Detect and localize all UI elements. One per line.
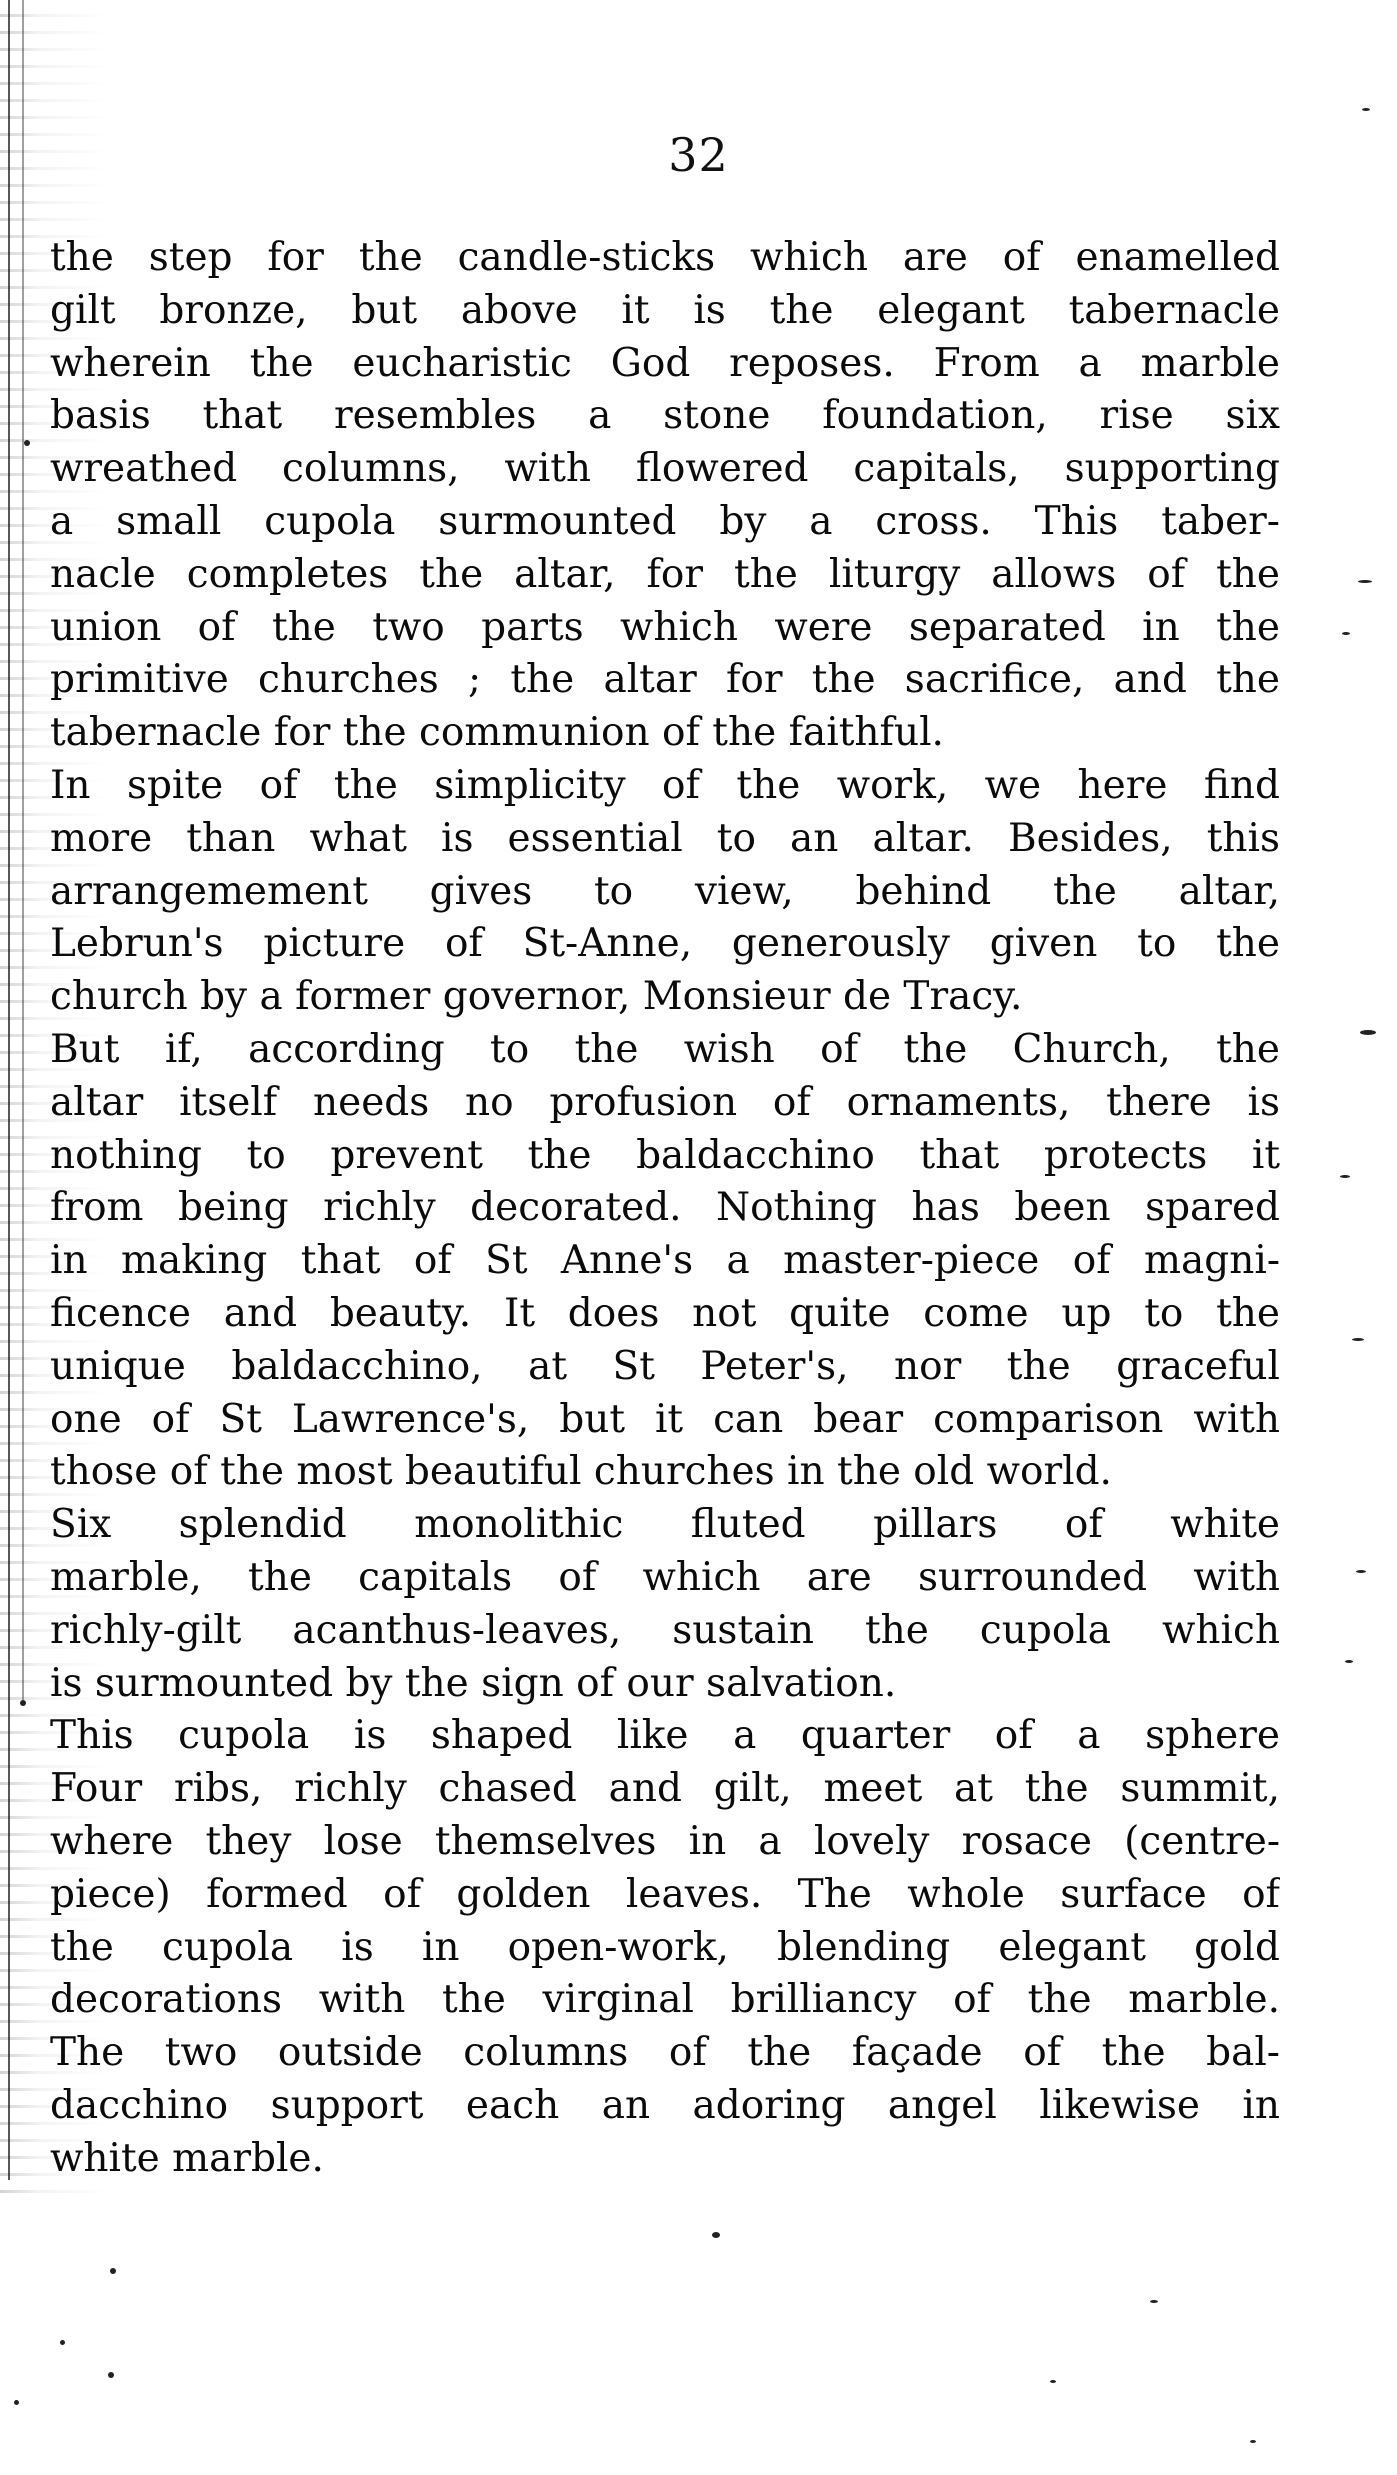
- text-line: where they lose themselves in a lovely rosace (centre-: [50, 1818, 1280, 1864]
- scan-speck: [1250, 2440, 1256, 2443]
- text-line: those of the most beautiful churches in the old world.: [50, 1449, 1112, 1495]
- text-line: the cupola is in open-work, blending elegant gold: [50, 1924, 1280, 1970]
- scan-speck: [110, 2268, 116, 2274]
- text-line: Lebrun's picture of St-Anne, generously given to the: [50, 921, 1280, 967]
- scan-speck: [1340, 1175, 1350, 1178]
- scan-speck: [1150, 2300, 1158, 2303]
- body-text: [50, 232, 1280, 2185]
- scan-speck: [1360, 1030, 1376, 1035]
- text-line: white marble.: [50, 2135, 324, 2181]
- scan-speck: [1362, 108, 1370, 111]
- scan-speck: [14, 2400, 19, 2405]
- text-line: piece) formed of golden leaves. The whole surface of: [50, 1871, 1280, 1917]
- scan-speck: [24, 440, 30, 446]
- scan-speck: [1050, 2380, 1056, 2383]
- text-line: This cupola is shaped like a quarter of a sphere: [50, 1713, 1280, 1759]
- text-line: tabernacle for the communion of the faithful.: [50, 710, 944, 756]
- text-line: nacle completes the altar, for the liturgy allows of the: [50, 551, 1280, 597]
- text-line: unique baldacchino, at St Peter's, nor the graceful: [50, 1343, 1280, 1389]
- text-line: arrangemement gives to view, behind the altar,: [50, 868, 1280, 914]
- scan-speck: [20, 1700, 26, 1706]
- text-line: In spite of the simplicity of the work, we here find: [50, 762, 1280, 808]
- text-line: Six splendid monolithic fluted pillars of white: [50, 1502, 1280, 1548]
- text-line: wherein the eucharistic God reposes. From a marble: [50, 340, 1280, 386]
- text-line: altar itself needs no profusion of ornaments, there is: [50, 1079, 1280, 1125]
- text-line: nothing to prevent the baldacchino that protects it: [50, 1132, 1280, 1178]
- text-line: in making that of St Anne's a master-piece of magni-: [50, 1238, 1280, 1284]
- text-line: is surmounted by the sign of our salvation.: [50, 1660, 897, 1706]
- text-line: dacchino support each an adoring angel likewise in: [50, 2082, 1280, 2128]
- scan-speck: [1352, 1338, 1364, 1341]
- text-line: union of the two parts which were separated in the: [50, 604, 1280, 650]
- text-line: the step for the candle-sticks which are of enamelled: [50, 235, 1280, 280]
- scan-speck: [1356, 1570, 1366, 1573]
- page-number: 32: [668, 128, 729, 182]
- scan-speck: [1358, 580, 1372, 583]
- text-line: ficence and beauty. It does not quite come up to the: [50, 1290, 1280, 1336]
- binding-edge-line: [8, 0, 10, 2180]
- scan-speck: [1345, 1660, 1353, 1663]
- text-line: marble, the capitals of which are surrounded with: [50, 1554, 1280, 1600]
- scan-speck: [712, 2232, 720, 2238]
- text-line: decorations with the virginal brilliancy of the marble.: [50, 1977, 1280, 2023]
- text-line: a small cupola surmounted by a cross. This taber-: [50, 498, 1280, 544]
- text-line: church by a former governor, Monsieur de Tracy.: [50, 974, 1023, 1020]
- text-line: primitive churches ; the altar for the sacrifice, and the: [50, 657, 1280, 703]
- text-line: Four ribs, richly chased and gilt, meet at the summit,: [50, 1766, 1280, 1812]
- text-line: wreathed columns, with flowered capitals, supporting: [50, 446, 1280, 492]
- scan-speck: [1342, 632, 1350, 635]
- text-line: richly-gilt acanthus-leaves, sustain the cupola which: [50, 1607, 1280, 1653]
- text-line: gilt bronze, but above it is the elegant tabernacle: [50, 287, 1280, 333]
- text-line: from being richly decorated. Nothing has been spared: [50, 1185, 1280, 1231]
- text-line: more than what is essential to an altar. Besides, this: [50, 815, 1280, 861]
- binding-edge-line: [22, 0, 24, 1700]
- text-line: basis that resembles a stone foundation, rise six: [50, 393, 1280, 439]
- scan-speck: [60, 2340, 65, 2345]
- text-line: one of St Lawrence's, but it can bear comparison with: [50, 1396, 1280, 1442]
- text-line: But if, according to the wish of the Church, the: [50, 1026, 1280, 1072]
- scan-speck: [108, 2372, 114, 2378]
- text-line: The two outside columns of the façade of the bal-: [50, 2030, 1280, 2076]
